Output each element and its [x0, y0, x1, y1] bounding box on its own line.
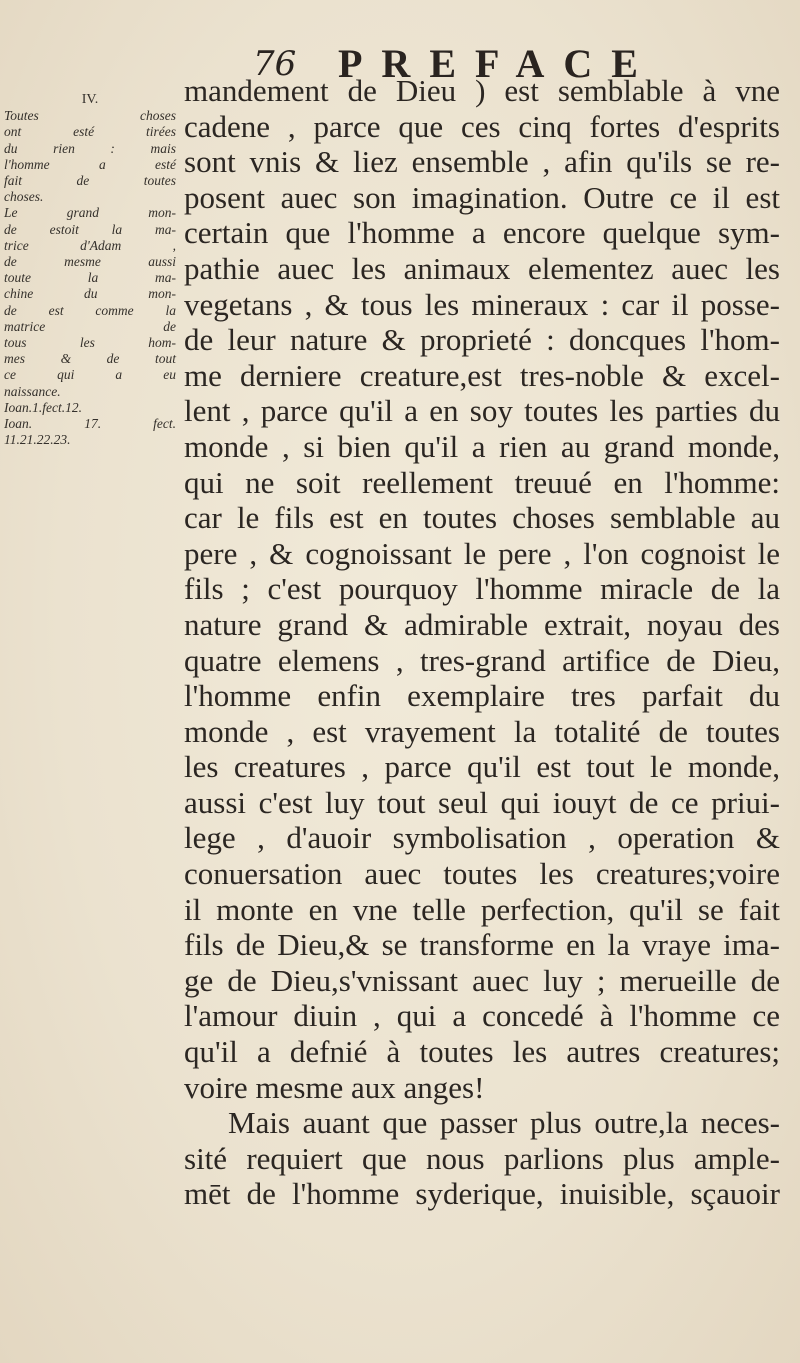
body-text	[184, 73, 780, 1212]
margin-note-reference: Ioan. 17. fect.	[4, 416, 176, 432]
text-line: l'amour diuin , qui a concedé à l'homme ce	[184, 998, 780, 1034]
text-line: sité requiert que nous parlions plus ample-	[184, 1140, 780, 1176]
margin-note-line: tous les hom-	[4, 335, 176, 351]
margin-note-reference: Ioan.1.fect.12.	[4, 399, 82, 415]
page-header	[0, 22, 800, 86]
text-line: de leur nature & proprieté : doncques l'hom-	[184, 322, 780, 358]
text-line: monde , est vrayement la totalité de toutes	[184, 713, 780, 749]
text-line: pere , & cognoissant le pere , l'on cognoist le	[184, 535, 780, 571]
margin-note-line: choses.	[4, 189, 44, 205]
margin-note-line: toute la ma-	[4, 270, 176, 286]
margin-note-line: de mesme aussi	[4, 254, 176, 270]
text-line: fils de Dieu,& se transforme en la vraye ima-	[184, 927, 780, 963]
text-line: aussi c'est luy tout seul qui iouyt de ce priui-	[184, 784, 780, 820]
text-line: mandement de Dieu ) est semblable à vne	[184, 73, 780, 108]
margin-note-line: matrice de	[4, 318, 176, 334]
text-line: monde , si bien qu'il a rien au grand monde,	[184, 428, 780, 464]
text-line: pathie auec les animaux elementez auec les	[184, 250, 780, 286]
margin-note-line: Toutes choses	[4, 108, 176, 124]
running-head: PREFACE	[338, 41, 657, 86]
margin-note-line: l'homme a esté	[4, 156, 176, 172]
text-line: vegetans , & tous les mineraux : car il posse-	[184, 286, 780, 322]
text-line: voire mesme aux anges!	[184, 1069, 485, 1105]
text-line: cadene , parce que ces cinq fortes d'esprits	[184, 108, 780, 144]
margin-note-line: trice d'Adam ,	[4, 237, 176, 253]
text-line: posent auec son imagination. Outre ce il est	[184, 179, 780, 215]
margin-note-number: IV.	[81, 92, 99, 107]
text-line: car le fils est en toutes choses semblable au	[184, 500, 780, 536]
text-line: quatre elemens , tres-grand artifice de Dieu,	[184, 642, 780, 678]
paragraph-first-line: Mais auant que passer plus outre,la neces-	[228, 1105, 780, 1141]
text-line: mēt de l'homme syderique, inuisible, sçauoir	[184, 1176, 780, 1212]
margin-note-reference: 11.21.22.23.	[4, 432, 71, 448]
margin-note-line: de est comme la	[4, 302, 176, 318]
margin-note-line: naissance.	[4, 383, 61, 399]
text-line: les creatures , parce qu'il est tout le monde,	[184, 749, 780, 785]
text-line: qui ne soit reellement treuué en l'homme:	[184, 464, 780, 500]
text-line: nature grand & admirable extrait, noyau des	[184, 606, 780, 642]
text-line: lege , d'auoir symbolisation , operation &	[184, 820, 780, 856]
margin-note-line: de estoit la ma-	[4, 221, 176, 237]
text-line: conuersation auec toutes les creatures;voire	[184, 856, 780, 892]
margin-note-line: Le grand mon-	[4, 205, 176, 221]
text-line: me derniere creature,est tres-noble & excel-	[184, 357, 780, 393]
text-line: sont vnis & liez ensemble , afin qu'ils se re-	[184, 144, 780, 180]
margin-note-line: mes & de tout	[4, 351, 176, 367]
text-line: lent , parce qu'il a en soy toutes les parties du	[184, 393, 780, 429]
margin-note-line: du rien : mais	[4, 140, 176, 156]
margin-note-line: ce qui a eu	[4, 367, 176, 383]
margin-notes	[4, 92, 176, 448]
text-line: il monte en vne telle perfection, qu'il se fait	[184, 891, 780, 927]
text-line: l'homme enfin exemplaire tres parfait du	[184, 678, 780, 714]
text-line: certain que l'homme a encore quelque sym-	[184, 215, 780, 251]
page-number: 76	[253, 44, 297, 84]
margin-note-line: ont esté tirées	[4, 124, 176, 140]
text-line: ge de Dieu,s'vnissant auec luy ; merueille de	[184, 962, 780, 998]
margin-note-line: fait de toutes	[4, 173, 176, 189]
text-line: qu'il a defnié à toutes les autres creatures;	[184, 1034, 780, 1070]
text-line: fils ; c'est pourquoy l'homme miracle de la	[184, 571, 780, 607]
margin-note-line: chine du mon-	[4, 286, 176, 302]
